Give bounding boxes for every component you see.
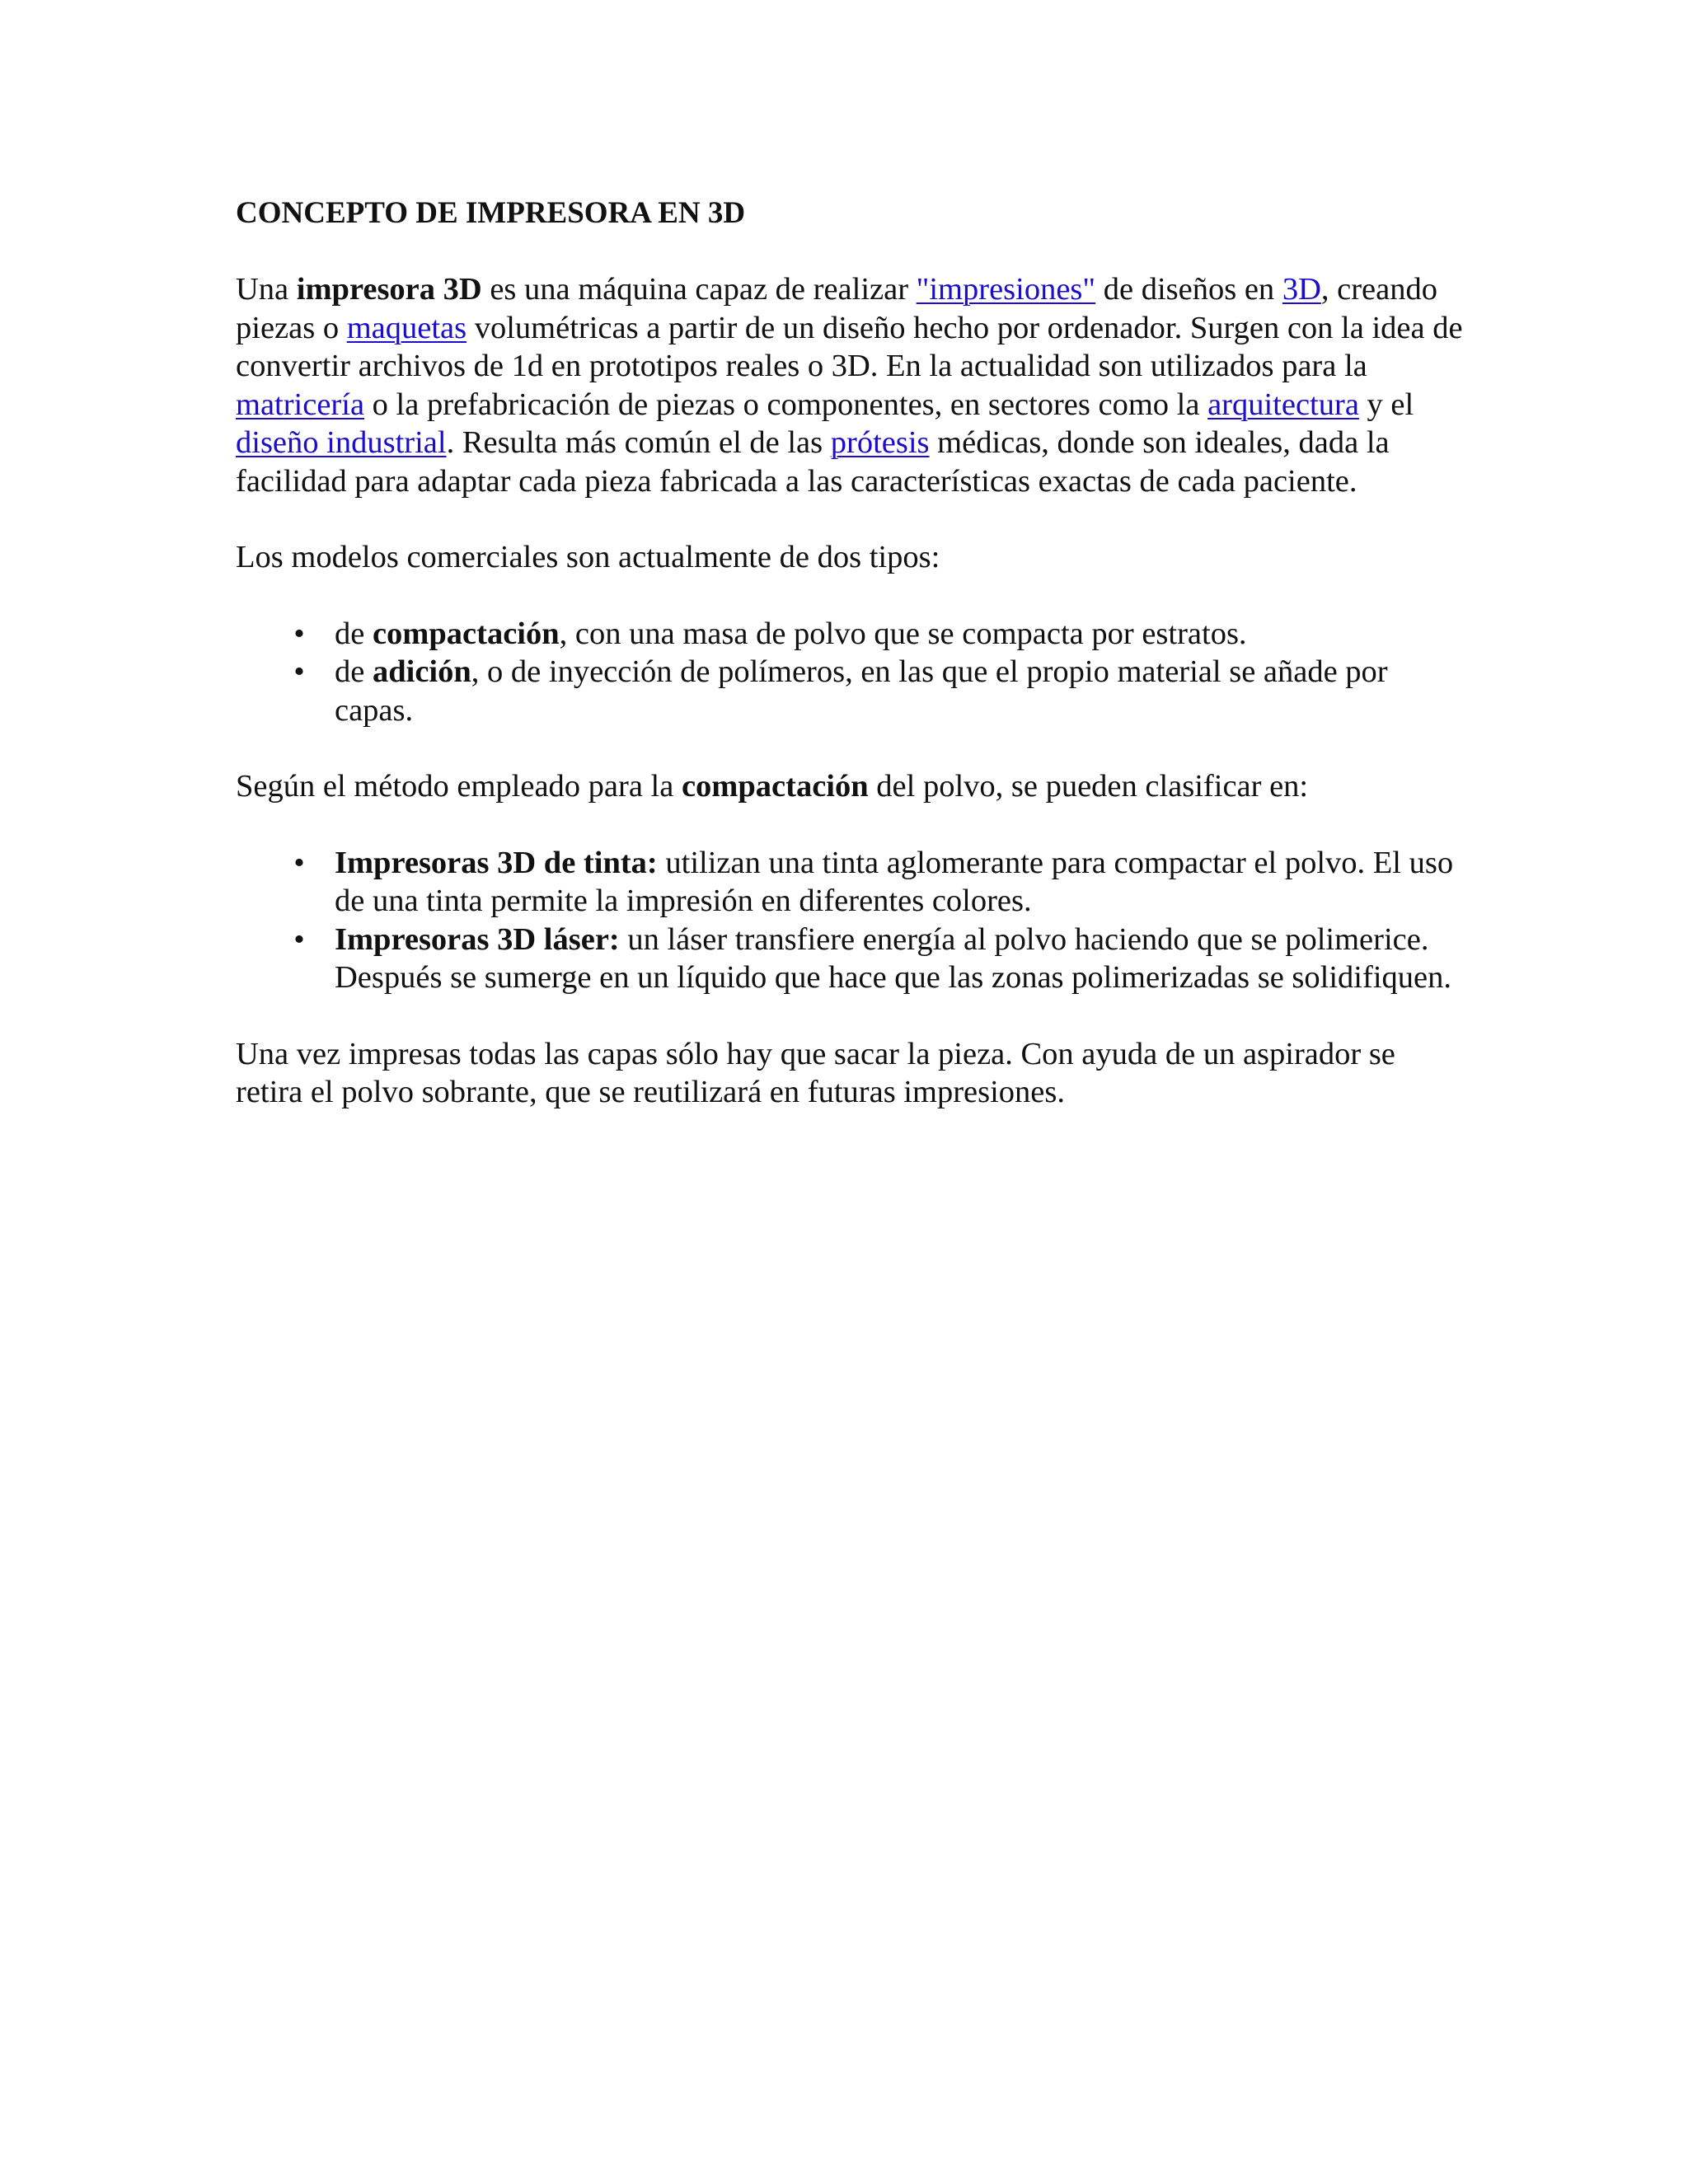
intro-text: médicas, donde son ideales, dada la facilidad para adaptar cada pieza fabricada a las características exactas de cada paciente. xyxy=(236,425,1390,499)
link-maquetas[interactable]: maquetas xyxy=(346,310,467,345)
link-impresiones[interactable]: "impresiones" xyxy=(916,272,1096,307)
intro-text: Una xyxy=(236,272,297,307)
methods-list xyxy=(236,844,1464,997)
intro-paragraph xyxy=(236,270,1464,500)
list-item-text: utilizan una tinta aglomerante para compactar el polvo. El uso de una tinta permite la impresión en diferentes colores. xyxy=(335,845,1454,918)
intro-text: y el xyxy=(1358,387,1414,422)
link-3d[interactable]: 3D xyxy=(1282,272,1321,307)
method-paragraph xyxy=(236,767,1464,806)
list-item-term: Impresoras 3D láser: xyxy=(335,921,620,957)
link-arquitectura[interactable]: arquitectura xyxy=(1207,387,1359,422)
closing-paragraph: Una vez impresas todas las capas sólo hay que sacar la pieza. Con ayuda de un aspirador se retira el polvo sobrante, que se reutilizará en futuras impresiones. xyxy=(236,1036,1395,1109)
intro-text: volumétricas a partir de un diseño hecho por ordenador. Surgen con la idea de convertir archivos de 1d en prototipos reales o 3D. En la actualidad son utilizados para la xyxy=(236,310,1463,383)
list-item-text: , con una masa de polvo que se compacta por estratos. xyxy=(559,616,1247,651)
term-impresora-3d: impresora 3D xyxy=(296,272,482,307)
types-list xyxy=(236,615,1464,730)
intro-text: o la prefabricación de piezas o componentes, en sectores como la xyxy=(364,387,1208,422)
bullet-icon: • xyxy=(293,845,305,880)
list-item-term: Impresoras 3D de tinta: xyxy=(335,845,658,880)
list-item xyxy=(236,653,1464,729)
models-intro-paragraph: Los modelos comerciales son actualmente de dos tipos: xyxy=(236,540,940,574)
list-item-text: de xyxy=(335,654,373,689)
list-item xyxy=(236,844,1464,921)
link-protesis[interactable]: prótesis xyxy=(830,425,930,460)
method-text: Según el método empleado para la xyxy=(236,769,682,804)
link-matriceria[interactable]: matricería xyxy=(236,387,365,422)
page-title: CONCEPTO DE IMPRESORA EN 3D xyxy=(236,196,746,230)
intro-text: de diseños en xyxy=(1095,272,1282,307)
list-item-term: adición xyxy=(372,654,471,689)
method-term: compactación xyxy=(681,769,869,804)
intro-text: . Resulta más común el de las xyxy=(446,425,831,460)
bullet-icon: • xyxy=(293,921,305,957)
intro-text: es una máquina capaz de realizar xyxy=(481,272,917,307)
link-diseno-industrial[interactable]: diseño industrial xyxy=(236,425,447,460)
bullet-icon: • xyxy=(293,616,305,651)
bullet-icon: • xyxy=(293,654,305,689)
document-page xyxy=(236,194,1464,1150)
list-item-text: un láser transfiere energía al polvo haciendo que se polimerice. Después se sumerge en un líquido que hace que las zonas polimerizadas se solidifiquen. xyxy=(335,921,1451,995)
list-item-text: de xyxy=(335,616,373,651)
intro-text: , creando piezas o xyxy=(236,272,1437,345)
list-item xyxy=(236,921,1464,997)
method-text: del polvo, se pueden clasificar en: xyxy=(868,769,1309,804)
list-item xyxy=(236,615,1464,654)
list-item-text: , o de inyección de polímeros, en las que el propio material se añade por capas. xyxy=(335,654,1388,728)
list-item-term: compactación xyxy=(372,616,560,651)
